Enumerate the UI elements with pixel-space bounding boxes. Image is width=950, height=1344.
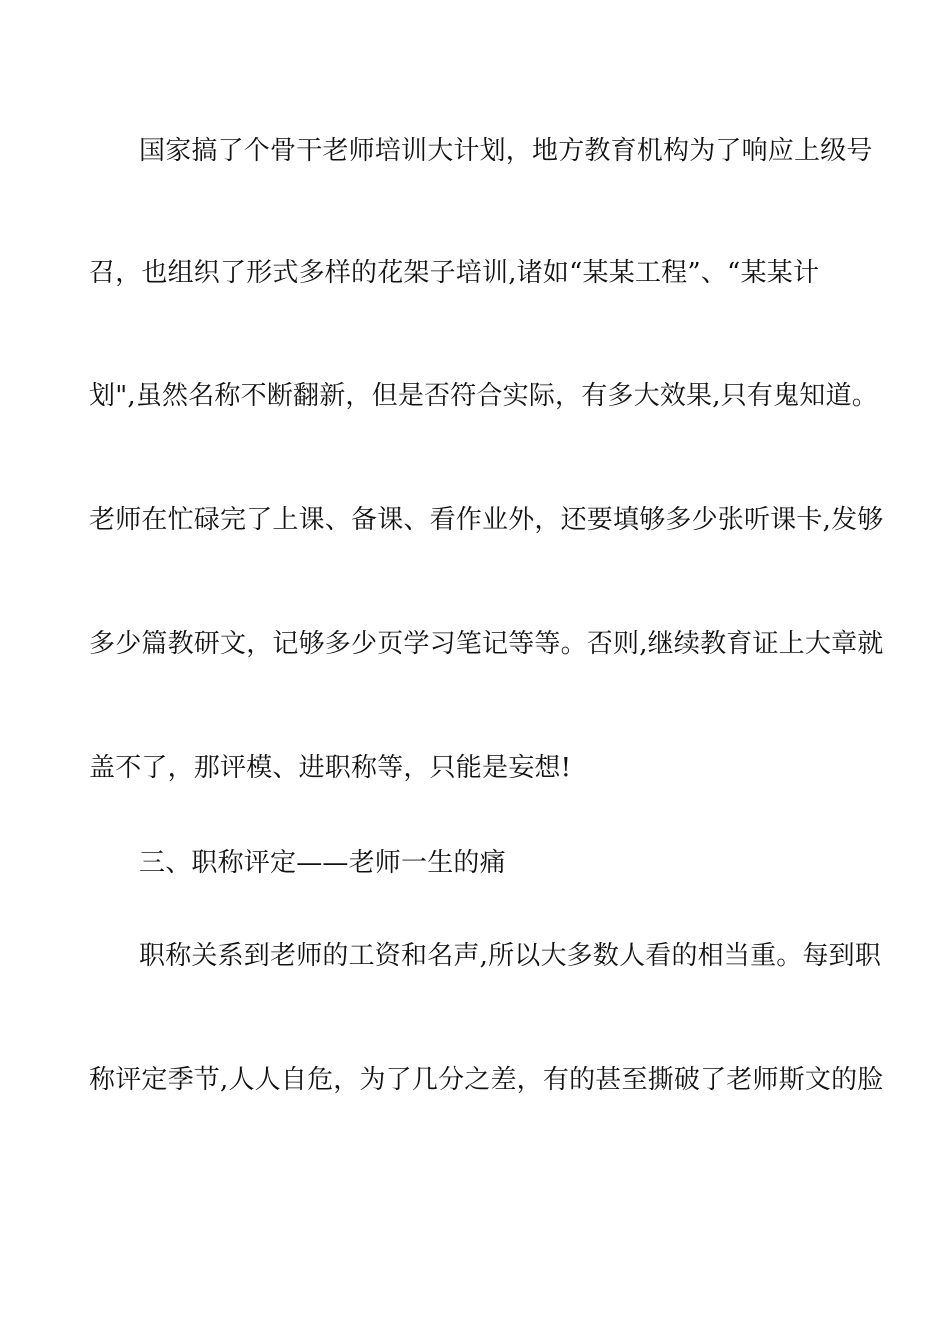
paragraph-line-5: 多少篇教研文，记够多少页学习笔记等等。否则,继续教育证上大章就 bbox=[89, 629, 884, 659]
paragraph-line-7: 职称关系到老师的工资和名声,所以大多数人看的相当重。每到职 bbox=[139, 941, 882, 971]
section-heading: 三、职称评定——老师一生的痛 bbox=[139, 848, 506, 878]
paragraph-line-8: 称评定季节,人人自危，为了几分之差，有的甚至撕破了老师斯文的脸 bbox=[89, 1065, 884, 1095]
paragraph-line-6: 盖不了，那评模、进职称等，只能是妄想! bbox=[89, 753, 572, 783]
paragraph-line-1: 国家搞了个骨干老师培训大计划，地方教育机构为了响应上级号 bbox=[139, 136, 873, 166]
paragraph-line-2: 召，也组织了形式多样的花架子培训,诸如“某某工程”、“某某计 bbox=[89, 258, 820, 288]
paragraph-line-4: 老师在忙碌完了上课、备课、看作业外，还要填够多少张听课卡,发够 bbox=[89, 505, 884, 535]
paragraph-line-3: 划",虽然名称不断翻新，但是否符合实际，有多大效果,只有鬼知道。 bbox=[89, 381, 878, 411]
